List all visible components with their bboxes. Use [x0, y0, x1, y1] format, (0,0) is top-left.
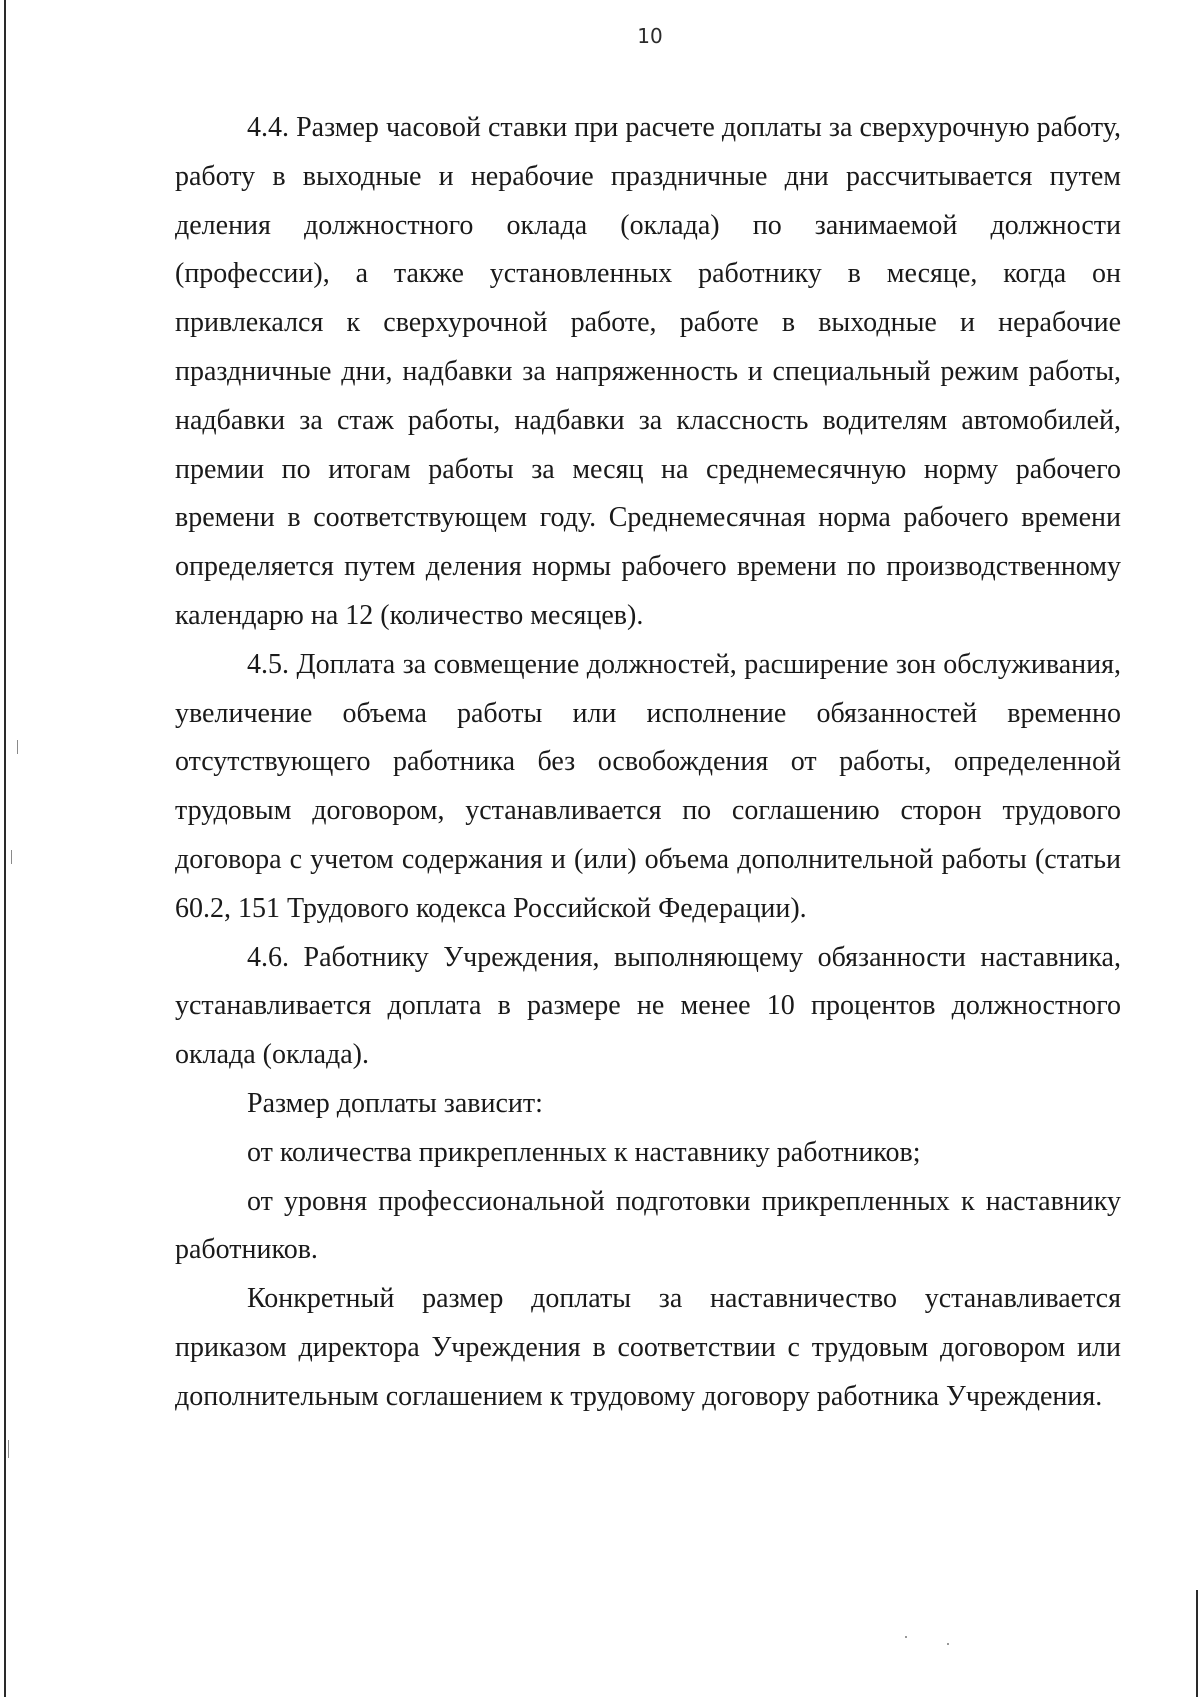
page-number: 10 [637, 24, 663, 48]
paragraph-4-6: 4.6. Работнику Учреждения, выполняющему обязанности наставника, устанавливается доплата в размере не менее 10 процентов должностного оклада (оклада). [175, 941, 1121, 1071]
paragraph-dependency-intro: Размер доплаты зависит: [247, 1087, 543, 1119]
paragraph-dependency-item-1: от количества прикрепленных к наставнику работников; [247, 1136, 921, 1168]
scan-speck [11, 850, 12, 864]
scan-dot [947, 1643, 949, 1645]
scan-left-edge [4, 0, 6, 1697]
document-body [175, 104, 1121, 1422]
scan-right-edge [1196, 1590, 1198, 1697]
paragraph-4-4: 4.4. Размер часовой ставки при расчете доплаты за сверхурочную работу, работу в выходные и нерабочие праздничные дни рассчитывается путем деления должностного оклада (оклада) по занимаемой должности (профессии), а также установленных работнику в месяце, когда он привлекался к сверхурочной работе, работе в выходные и нерабочие праздничные дни, надбавки за напряженность и специальный режим работы, надбавки за стаж работы, надбавки за классность водителям автомобилей, премии по итогам работы за месяц на среднемесячную норму рабочего времени в соответствующем году. Среднемесячная норма рабочего времени определяется путем деления нормы рабочего времени по производственному календарю на 12 (количество месяцев). [175, 112, 1121, 631]
paragraph-specific-amount: Конкретный размер доплаты за наставничество устанавливается приказом директора Учреждения в соответствии с трудовым договором или дополнительным соглашением к трудовому договору работника Учреждения. [175, 1283, 1121, 1412]
scan-speck [8, 1440, 9, 1458]
paragraph-dependency-item-2: от уровня профессиональной подготовки прикрепленных к наставнику работников. [175, 1185, 1121, 1266]
scan-dot [905, 1636, 907, 1638]
paragraph-4-5: 4.5. Доплата за совмещение должностей, расширение зон обслуживания, увеличение объема работы или исполнение обязанностей временно отсутствующего работника без освобождения от работы, определенной трудовым договором, устанавливается по соглашению сторон трудового договора с учетом содержания и (или) объема дополнительной работы (статьи 60.2, 151 Трудового кодекса Российской Федерации). [175, 648, 1121, 924]
scan-speck [17, 740, 18, 754]
